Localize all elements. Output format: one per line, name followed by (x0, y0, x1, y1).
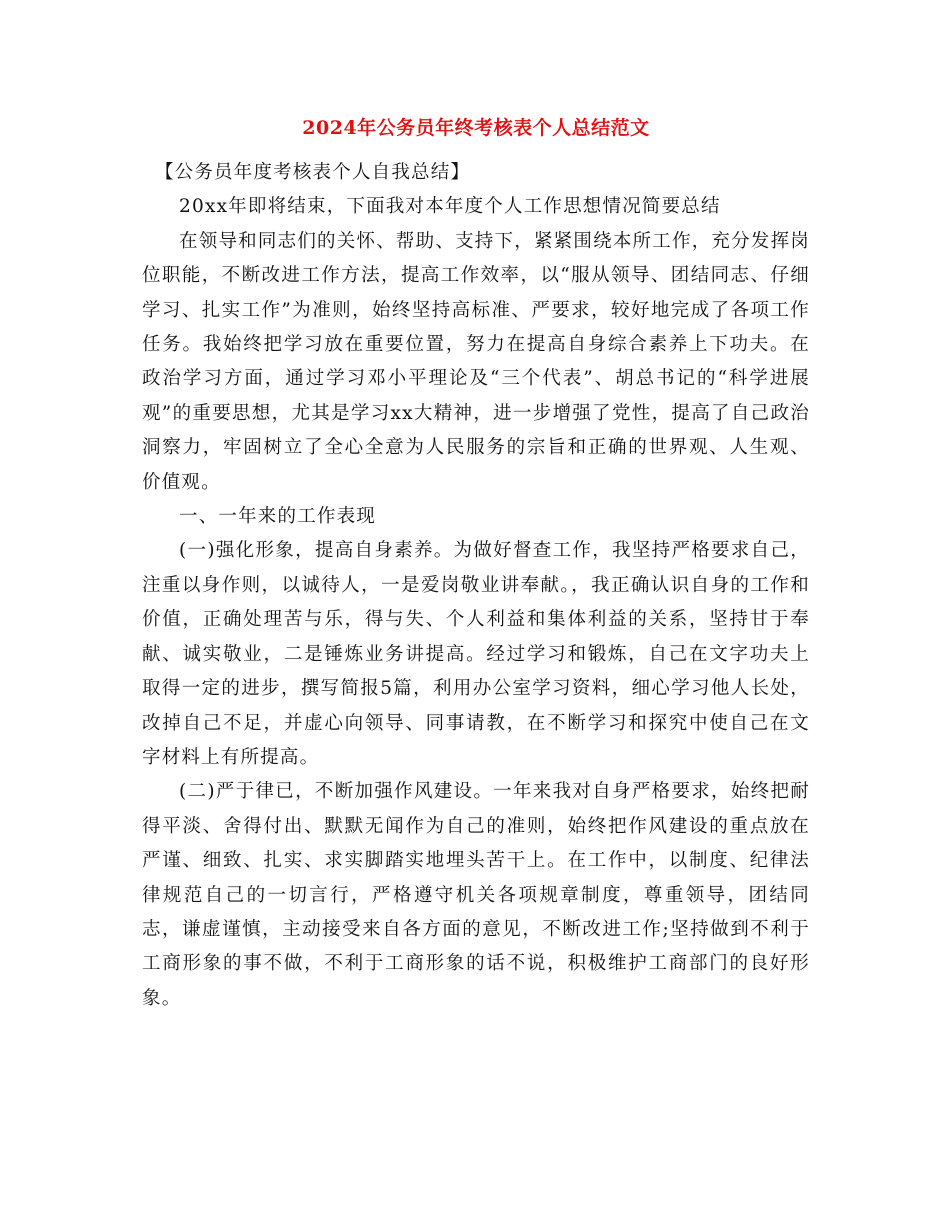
section-heading-self-summary: 【公务员年度考核表个人自我总结】 (154, 162, 471, 183)
body-paragraph-image: (一)强化形象，提高自身素养。为做好督查工作，我坚持严格要求自己，注重以身作则，以诚待人，一是爱岗敬业讲奉献。，我正确认识自身的工作和价值，正确处理苦与乐，得与失、个人利益和集体利益的关系，坚持甘于奉献、诚实敬业，二是锤炼业务讲提高。经过学习和锻炼，自己在文字功夫上取得一定的进步，撰写简报5篇，利用办公室学习资料，细心学习他人长处，改掉自己不足，并虚心向领导、同事请教，在不断学习和探究中使自己在文字材料上有所提高。 (142, 540, 810, 768)
body-paragraph-study: 在领导和同志们的关怀、帮助、支持下，紧紧围绕本所工作，充分发挥岗位职能，不断改进工作方法，提高工作效率，以“服从领导、团结同志、仔细学习、扎实工作”为准则，始终坚持高标准、严要求，较好地完成了各项工作任务。我始终把学习放在重要位置，努力在提高自身综合素养上下功夫。在政治学习方面，通过学习邓小平理论及“三个代表”、胡总书记的“科学进展观”的重要思想，尤其是学习xx大精神，进一步增强了党性，提高了自己政治洞察力，牢固树立了全心全意为人民服务的宗旨和正确的世界观、人生观、价值观。 (142, 230, 810, 493)
document-page (142, 100, 810, 1016)
body-paragraph-discipline: (二)严于律已，不断加强作风建设。一年来我对自身严格要求，始终把耐得平淡、舍得付出、默默无闻作为自己的准则，始终把作风建设的重点放在严谨、细致、扎实、求实脚踏实地埋头苦干上。在工作中，以制度、纪律法律规范自己的一切言行，严格遵守机关各项规章制度，尊重领导，团结同志，谦虚谨慎，主动接受来自各方面的意见，不断改进工作;坚持做到不利于工商形象的事不做，不利于工商形象的话不说，积极维护工商部门的良好形象。 (142, 781, 810, 1009)
section-heading-work-performance: 一、一年来的工作表现 (179, 506, 377, 528)
intro-paragraph: 20xx年即将结束，下面我对本年度个人工作思想情况简要总结 (179, 196, 721, 218)
document-title: 2024年公务员年终考核表个人总结范文 (302, 117, 650, 139)
